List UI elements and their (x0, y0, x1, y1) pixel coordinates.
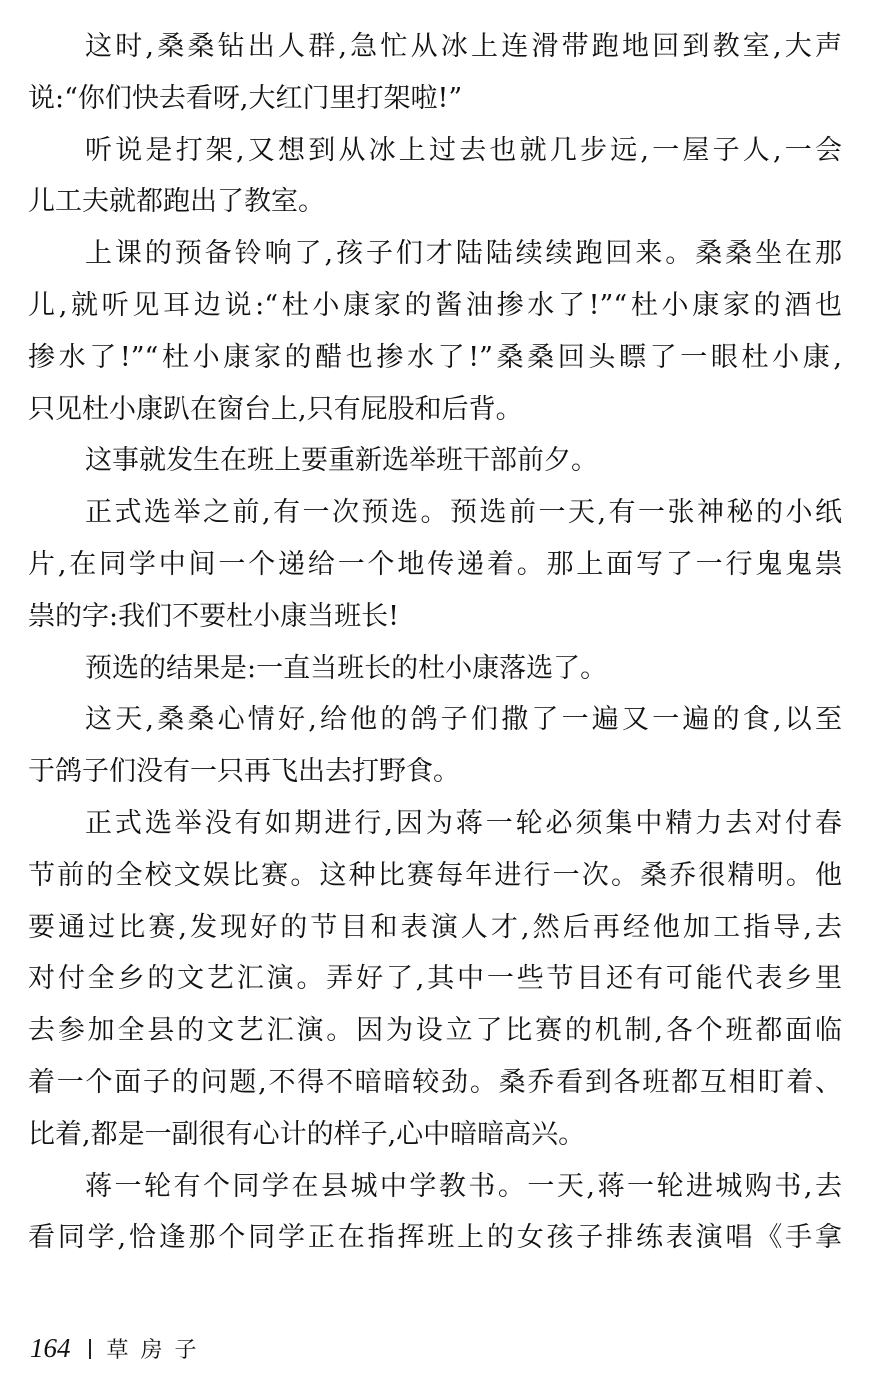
page-footer (30, 1333, 209, 1364)
page-body (28, 21, 842, 1264)
text-line: 儿工夫就都跑出了教室。 (28, 186, 325, 218)
text-line: 节前的全校文娱比赛。这种比赛每年进行一次。桑乔很精明。他 (28, 859, 842, 891)
text-line: 正式选举之前,有一次预选。预选前一天,有一张神秘的小纸 (85, 497, 842, 529)
paragraph (28, 487, 842, 642)
text-line: 片,在同学中间一个递给一个地传递着。那上面写了一行鬼鬼祟 (28, 548, 842, 580)
text-line: 这天,桑桑心情好,给他的鸽子们撒了一遍又一遍的食,以至 (85, 704, 842, 736)
text-line: 要通过比赛,发现好的节目和表演人才,然后再经他加工指导,去 (28, 911, 842, 943)
paragraph (28, 435, 842, 487)
text-line: 比着,都是一副很有心计的样子,心中暗暗高兴。 (28, 1118, 586, 1150)
text-line: 听说是打架,又想到从冰上过去也就几步远,一屋子人,一会 (85, 134, 842, 166)
text-line: 正式选举没有如期进行,因为蒋一轮必须集中精力去对付春 (85, 807, 842, 839)
text-line: 掺水了!”“杜小康家的醋也掺水了!”桑桑回头瞟了一眼杜小康, (28, 341, 842, 373)
paragraph (28, 21, 842, 125)
text-line: 蒋一轮有个同学在县城中学教书。一天,蒋一轮进城购书,去 (85, 1170, 842, 1202)
paragraph (28, 228, 842, 435)
paragraph (28, 643, 842, 695)
text-line: 上课的预备铃响了,孩子们才陆陆续续跑回来。桑桑坐在那 (85, 238, 842, 270)
text-line: 祟的字:我们不要杜小康当班长! (28, 600, 399, 632)
text-line: 对付全乡的文艺汇演。弄好了,其中一些节目还有可能代表乡里 (28, 963, 842, 995)
text-line: 这事就发生在班上要重新选举班干部前夕。 (85, 445, 598, 477)
text-line: 说:“你们快去看呀,大红门里打架啦!” (28, 82, 463, 114)
text-line: 于鸽子们没有一只再飞出去打野食。 (28, 756, 460, 788)
text-line: 只见杜小康趴在窗台上,只有屁股和后背。 (28, 393, 523, 425)
footer-divider (89, 1339, 91, 1359)
paragraph (28, 798, 842, 1161)
book-title: 草房子 (106, 1338, 209, 1363)
text-line: 看同学,恰逢那个同学正在指挥班上的女孩子排练表演唱《手拿 (28, 1222, 842, 1254)
paragraph (28, 1161, 842, 1265)
page-number: 164 (30, 1333, 71, 1363)
text-line: 去参加全县的文艺汇演。因为设立了比赛的机制,各个班都面临 (28, 1015, 842, 1047)
paragraph (28, 694, 842, 798)
text-line: 预选的结果是:一直当班长的杜小康落选了。 (85, 652, 608, 684)
paragraph (28, 125, 842, 229)
text-line: 着一个面子的问题,不得不暗暗较劲。桑乔看到各班都互相盯着、 (28, 1066, 842, 1098)
text-line: 儿,就听见耳边说:“杜小康家的酱油掺水了!”“杜小康家的酒也 (28, 289, 842, 321)
text-line: 这时,桑桑钻出人群,急忙从冰上连滑带跑地回到教室,大声 (85, 31, 842, 62)
